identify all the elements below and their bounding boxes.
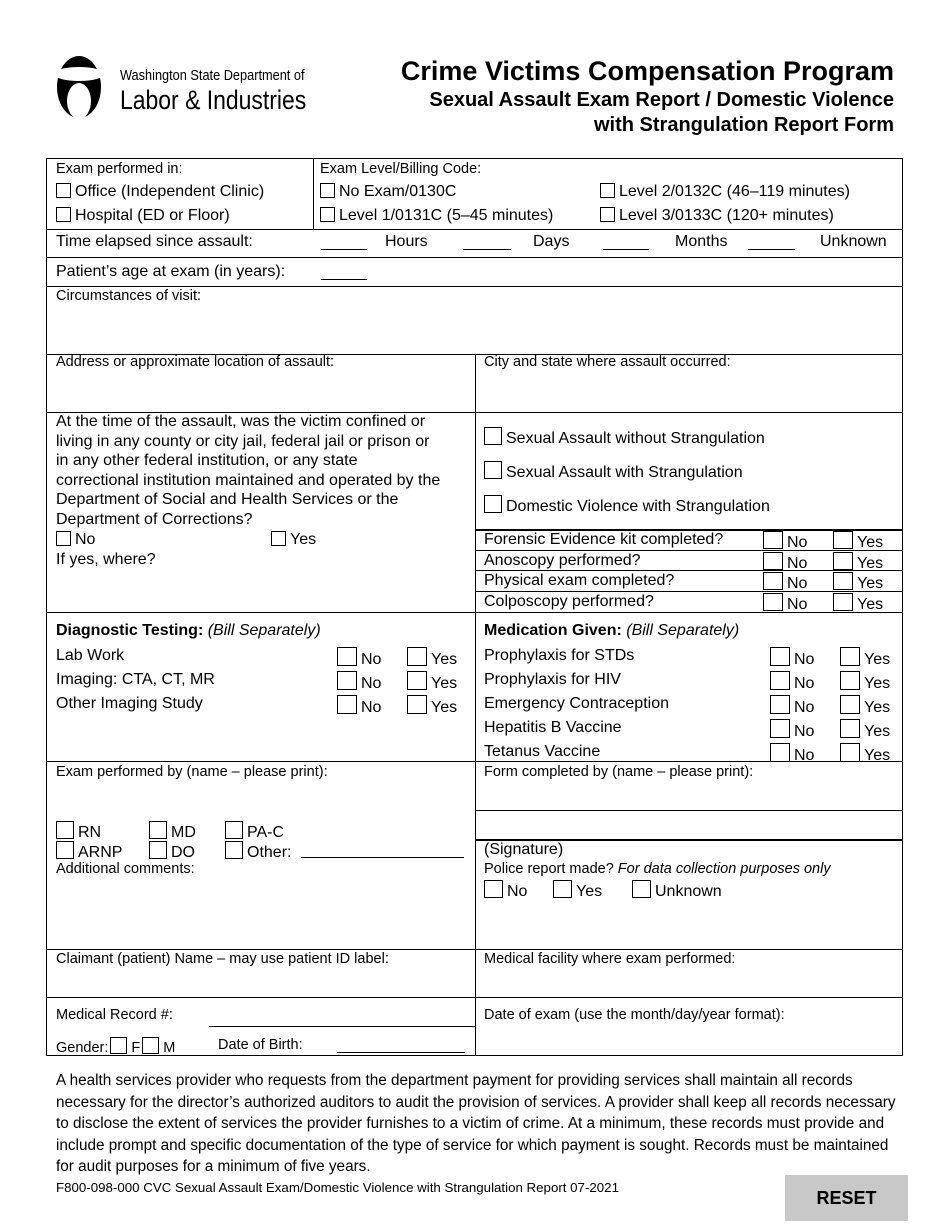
option-level-3[interactable]: Level 3/0133C (120+ minutes) xyxy=(600,207,834,225)
tetanus-label: Tetanus Vaccine xyxy=(484,743,601,760)
checkbox[interactable] xyxy=(600,183,615,198)
police-unknown[interactable]: Unknown xyxy=(632,880,722,901)
checkbox[interactable] xyxy=(337,695,357,714)
assault-type-1[interactable]: Sexual Assault without Strangulation xyxy=(484,427,765,448)
logo xyxy=(55,55,355,120)
checkbox[interactable] xyxy=(763,531,783,549)
confinement-if-yes: If yes, where? xyxy=(56,551,156,568)
signature-label: (Signature) xyxy=(484,841,564,858)
checkbox[interactable] xyxy=(56,207,71,222)
evidence-kit-label: Forensic Evidence kit completed? xyxy=(484,531,724,548)
hepatitis-yes[interactable]: Yes xyxy=(840,719,890,741)
option-level-1[interactable]: Level 1/0131C (5–45 minutes) xyxy=(320,207,553,225)
days-field[interactable] xyxy=(463,249,511,250)
physical-exam-label: Physical exam completed? xyxy=(484,572,675,589)
tetanus-yes[interactable]: Yes xyxy=(840,743,890,765)
checkbox[interactable] xyxy=(833,531,853,549)
checkbox[interactable] xyxy=(770,743,790,762)
anoscopy-label: Anoscopy performed? xyxy=(484,552,641,569)
checkbox[interactable] xyxy=(840,695,860,714)
contraception-yes[interactable]: Yes xyxy=(840,695,890,717)
other-imaging-label: Other Imaging Study xyxy=(56,695,203,712)
contraception-no[interactable]: No xyxy=(770,695,814,717)
role-other[interactable]: Other: xyxy=(225,841,291,862)
checkbox[interactable] xyxy=(149,821,167,839)
checkbox[interactable] xyxy=(484,495,502,513)
checkbox[interactable] xyxy=(763,593,783,611)
patient-age-label: Patient’s age at exam (in years): xyxy=(56,263,286,280)
hepatitis-b-label: Hepatitis B Vaccine xyxy=(484,719,622,736)
exam-by-label: Exam performed by (name – please print): xyxy=(56,764,328,780)
dob-field[interactable] xyxy=(337,1052,465,1053)
checkbox[interactable] xyxy=(840,743,860,762)
checkbox[interactable] xyxy=(484,880,503,898)
role-do[interactable]: DO xyxy=(149,841,195,862)
checkbox[interactable] xyxy=(770,647,790,666)
confinement-question: At the time of the assault, was the victim confined or living in any county or city jail, federal jail or prison or in any other federal institution, or any state correctional institution maintained and operated by the Department of Social and Health Services or the Department of Corrections? xyxy=(56,413,441,528)
prophylaxis-std-label: Prophylaxis for STDs xyxy=(484,647,635,664)
hiv-no[interactable]: No xyxy=(770,671,814,693)
role-md[interactable]: MD xyxy=(149,821,196,842)
checkbox[interactable] xyxy=(770,671,790,690)
checkbox[interactable] xyxy=(632,880,651,898)
colposcopy-no[interactable]: No xyxy=(763,593,807,614)
reset-button[interactable]: RESET xyxy=(785,1175,908,1221)
unknown-unit: Unknown xyxy=(820,233,887,250)
mrn-label: Medical Record #: xyxy=(56,1007,173,1023)
checkbox[interactable] xyxy=(833,552,853,570)
checkbox[interactable] xyxy=(763,552,783,570)
emergency-contraception-label: Emergency Contraception xyxy=(484,695,669,712)
role-other-field[interactable] xyxy=(301,857,464,858)
confinement-no[interactable]: No xyxy=(56,531,95,549)
exam-performed-in-label: Exam performed in: xyxy=(56,161,183,177)
checkbox[interactable] xyxy=(407,647,427,666)
imaging-yes[interactable]: Yes xyxy=(407,671,457,693)
checkbox[interactable] xyxy=(337,647,357,666)
checkbox[interactable] xyxy=(320,207,335,222)
checkbox[interactable] xyxy=(770,719,790,738)
gender-f-checkbox[interactable] xyxy=(110,1037,127,1054)
lab-work-label: Lab Work xyxy=(56,647,125,664)
patient-age-field[interactable] xyxy=(321,279,367,280)
option-office[interactable]: Office (Independent Clinic) xyxy=(56,183,264,201)
option-level-2[interactable]: Level 2/0132C (46–119 minutes) xyxy=(600,183,850,201)
gender-field: Gender: F M xyxy=(56,1037,175,1056)
other-imaging-yes[interactable]: Yes xyxy=(407,695,457,717)
checkbox[interactable] xyxy=(320,183,335,198)
hiv-yes[interactable]: Yes xyxy=(840,671,890,693)
city-state-label: City and state where assault occurred: xyxy=(484,354,731,370)
unknown-field[interactable] xyxy=(748,249,795,250)
evidence-kit-yes[interactable]: Yes xyxy=(833,531,883,552)
hepatitis-no[interactable]: No xyxy=(770,719,814,741)
police-label: Police report made? For data collection purposes only xyxy=(484,861,831,877)
checkbox[interactable] xyxy=(840,719,860,738)
checkbox[interactable] xyxy=(149,841,167,859)
checkbox[interactable] xyxy=(484,461,502,479)
evidence-kit-no[interactable]: No xyxy=(763,531,807,552)
checkbox[interactable] xyxy=(833,593,853,611)
form-by-label: Form completed by (name – please print): xyxy=(484,764,754,780)
address-label: Address or approximate location of assault: xyxy=(56,354,335,370)
colposcopy-yes[interactable]: Yes xyxy=(833,593,883,614)
days-unit: Days xyxy=(533,233,570,250)
checkbox[interactable] xyxy=(484,427,502,445)
hours-field[interactable] xyxy=(321,249,367,250)
checkbox[interactable] xyxy=(225,821,243,839)
anoscopy-yes[interactable]: Yes xyxy=(833,552,883,573)
checkbox[interactable] xyxy=(225,841,243,859)
physical-exam-no[interactable]: No xyxy=(763,572,807,593)
role-arnp[interactable]: ARNP xyxy=(56,841,122,862)
circumstances-label: Circumstances of visit: xyxy=(56,288,202,304)
billing-label: Exam Level/Billing Code: xyxy=(320,161,482,177)
checkbox[interactable] xyxy=(337,671,357,690)
checkbox[interactable] xyxy=(271,531,286,546)
checkbox[interactable] xyxy=(553,880,572,898)
role-rn[interactable]: RN xyxy=(56,821,101,842)
hours-unit: Hours xyxy=(385,233,428,250)
logo-line1: Washington State Department of xyxy=(120,67,305,84)
time-elapsed-label: Time elapsed since assault: xyxy=(56,233,253,250)
option-no-exam[interactable]: No Exam/0130C xyxy=(320,183,456,201)
tetanus-no[interactable]: No xyxy=(770,743,814,765)
option-hospital[interactable]: Hospital (ED or Floor) xyxy=(56,207,230,225)
lab-work-yes[interactable]: Yes xyxy=(407,647,457,669)
role-pa-c[interactable]: PA-C xyxy=(225,821,284,842)
logo-line2: Labor & Industries xyxy=(120,85,307,115)
claimant-label: Claimant (patient) Name – may use patient ID label: xyxy=(56,951,389,967)
lab-work-no[interactable]: No xyxy=(337,647,381,669)
checkbox[interactable] xyxy=(56,531,71,546)
page-subtitle-line1: Sexual Assault Exam Report / Domestic Violence xyxy=(429,89,894,111)
std-no[interactable]: No xyxy=(770,647,814,669)
lni-logo-icon xyxy=(55,55,105,120)
form-id: F800-098-000 CVC Sexual Assault Exam/Domestic Violence with Strangulation Report 07-2021 xyxy=(56,1180,619,1195)
checkbox[interactable] xyxy=(56,183,71,198)
checkbox[interactable] xyxy=(833,572,853,590)
record-keeping-notice: A health services provider who requests from the department payment for providing services shall maintain all records necessary for the director’s authorized auditors to audit the provision of services. A provider shall keep all records necessary to disclose the extent of services the provider furnishes to a victim of crime. At a minimum, these records must provide and include prompt and specific documentation of the type of service for which payment is sought. Records must be maintained for audit purposes for a minimum of five years. xyxy=(56,1072,896,1176)
checkbox[interactable] xyxy=(56,821,74,839)
checkbox[interactable] xyxy=(770,695,790,714)
imaging-no[interactable]: No xyxy=(337,671,381,693)
comments-label: Additional comments: xyxy=(56,861,195,877)
checkbox[interactable] xyxy=(840,647,860,666)
police-yes[interactable]: Yes xyxy=(553,880,602,901)
police-no[interactable]: No xyxy=(484,880,527,901)
page-title: Crime Victims Compensation Program xyxy=(400,56,894,86)
dob-label: Date of Birth: xyxy=(218,1037,303,1053)
checkbox[interactable] xyxy=(56,841,74,859)
assault-type-3[interactable]: Domestic Violence with Strangulation xyxy=(484,495,770,516)
page-subtitle-line2: with Strangulation Report Form xyxy=(594,114,894,136)
std-yes[interactable]: Yes xyxy=(840,647,890,669)
colposcopy-label: Colposcopy performed? xyxy=(484,593,654,610)
months-field[interactable] xyxy=(603,249,649,250)
assault-type-2[interactable]: Sexual Assault with Strangulation xyxy=(484,461,743,482)
imaging-label: Imaging: CTA, CT, MR xyxy=(56,671,215,688)
checkbox[interactable] xyxy=(407,695,427,714)
facility-label: Medical facility where exam performed: xyxy=(484,951,736,967)
physical-exam-yes[interactable]: Yes xyxy=(833,572,883,593)
anoscopy-no[interactable]: No xyxy=(763,552,807,573)
checkbox[interactable] xyxy=(840,671,860,690)
gender-m-checkbox[interactable] xyxy=(142,1037,159,1054)
months-unit: Months xyxy=(675,233,728,250)
checkbox[interactable] xyxy=(763,572,783,590)
confinement-yes[interactable]: Yes xyxy=(271,531,316,549)
medication-title: Medication Given: (Bill Separately) xyxy=(484,622,740,639)
diagnostic-title: Diagnostic Testing: (Bill Separately) xyxy=(56,622,321,639)
other-imaging-no[interactable]: No xyxy=(337,695,381,717)
prophylaxis-hiv-label: Prophylaxis for HIV xyxy=(484,671,621,688)
checkbox[interactable] xyxy=(407,671,427,690)
exam-date-label: Date of exam (use the month/day/year format): xyxy=(484,1007,785,1023)
checkbox[interactable] xyxy=(600,207,615,222)
